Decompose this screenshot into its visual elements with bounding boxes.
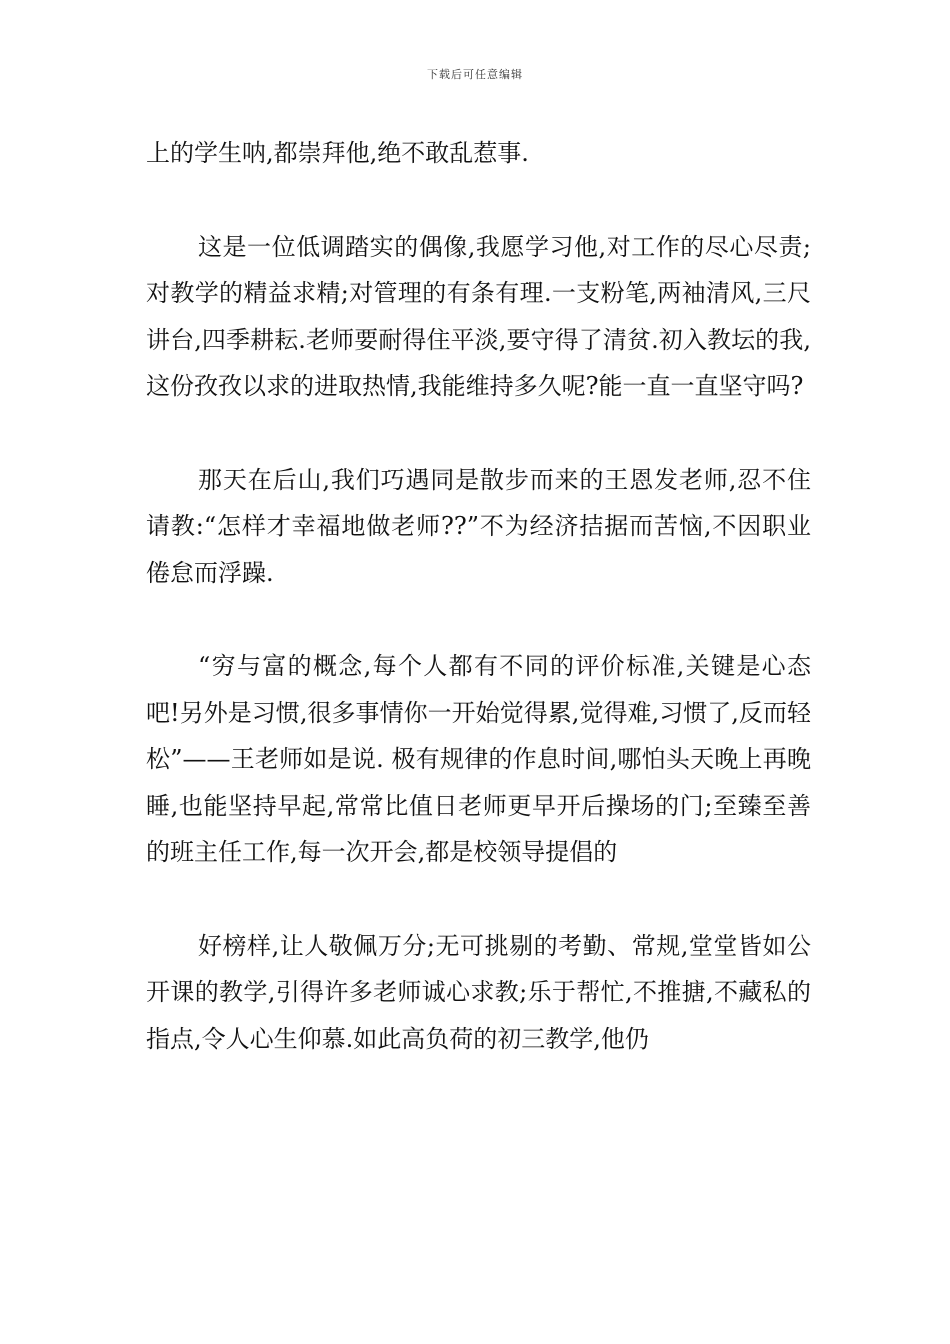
paragraph-4: “穷与富的概念,每个人都有不同的评价标准,关键是心态吧!另外是习惯,很多事情你一开始觉得累,觉得难,习惯了,反而轻松”——王老师如是说. 极有规律的作息时间,哪怕头天晚上再晚睡,也能坚持早起,常常比值日老师更早开后操场的门;至臻至善的班主任工作,每一次开会,都是校领导提倡的 <box>146 652 811 866</box>
paragraph-3: 那天在后山,我们巧遇同是散步而来的王恩发老师,忍不住请教:“怎样才幸福地做老师??”不为经济拮据而苦恼,不因职业倦怠而浮躁. <box>146 465 811 587</box>
paragraph-1: 上的学生呐,都崇拜他,绝不敢乱惹事. <box>146 139 529 167</box>
document-body <box>146 130 811 1109</box>
paragraph-2: 这是一位低调踏实的偶像,我愿学习他,对工作的尽心尽责;对教学的精益求精;对管理的有条有理.一支粉笔,两袖清风,三尺讲台,四季耕耘.老师要耐得住平淡,要守得了清贫.初入教坛的我,这份孜孜以求的进取热情,我能维持多久呢?能一直一直坚守吗? <box>146 232 811 400</box>
paragraph-5: 好榜样,让人敬佩万分;无可挑剔的考勤、常规,堂堂皆如公开课的教学,引得许多老师诚心求教;乐于帮忙,不推搪,不藏私的指点,令人心生仰慕.如此高负荷的初三教学,他仍 <box>146 931 811 1053</box>
page-header: 下载后可任意编辑 <box>427 68 523 81</box>
